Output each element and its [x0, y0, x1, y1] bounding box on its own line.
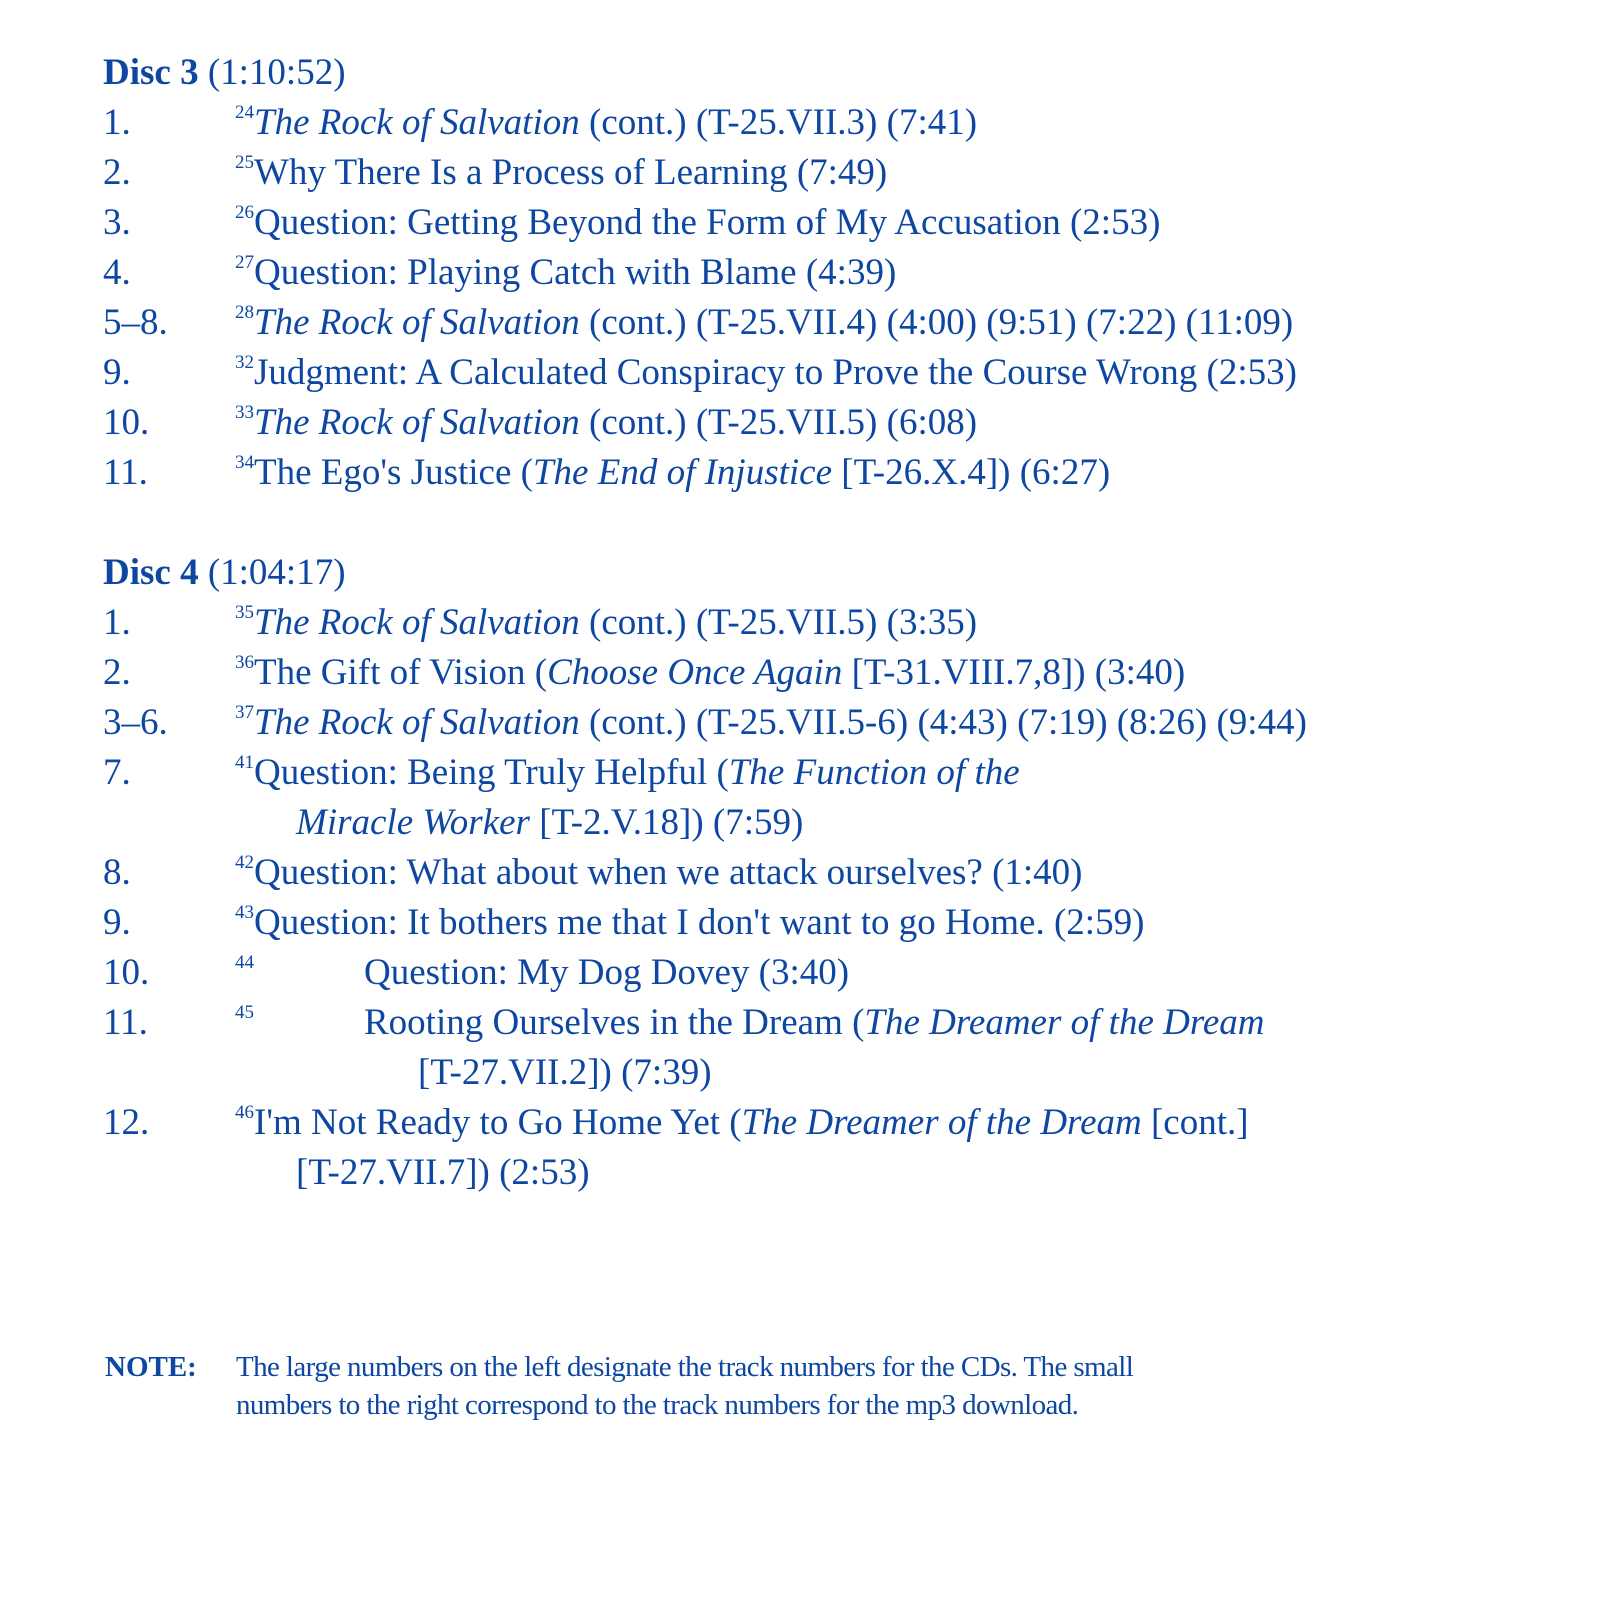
track-title-segment: (cont.) (T-25.VII.3) (7:41) — [579, 102, 978, 143]
track-title-segment: Question: Playing Catch with Blame (4:39) — [254, 252, 897, 293]
cd-track-number: 4. — [103, 252, 131, 293]
track-title-segment: The End of Injustice — [532, 452, 833, 493]
track-title-segment: Question: It bothers me that I don't want to go Home. (2:59) — [254, 902, 1145, 943]
track-row — [103, 898, 1593, 948]
note-line-1: The large numbers on the left designate the track numbers for the CDs. The small — [236, 1351, 1134, 1383]
cd-track-number: 7. — [103, 752, 131, 793]
track-title-segment: Why There Is a Process of Learning (7:49) — [254, 152, 888, 193]
track-title — [235, 848, 1083, 898]
track-title-segment: The Gift of Vision ( — [254, 652, 548, 693]
track-row — [103, 398, 1593, 448]
track-title — [235, 148, 887, 198]
track-title — [235, 298, 1293, 348]
track-title — [235, 698, 1307, 748]
cd-track-number: 2. — [103, 152, 131, 193]
track-title-continuation — [296, 798, 803, 848]
mp3-track-number: 36 — [235, 652, 254, 673]
mp3-track-number: 32 — [235, 352, 254, 373]
track-title — [235, 98, 977, 148]
cd-track-number: 5–8. — [103, 302, 168, 343]
track-title — [235, 398, 977, 448]
track-title-segment: [T-27.VII.7]) (2:53) — [296, 1152, 590, 1193]
track-row — [103, 198, 1593, 248]
track-title — [235, 748, 1020, 798]
track-title-segment: I'm Not Ready to Go Home Yet ( — [254, 1102, 742, 1143]
track-title — [235, 248, 896, 298]
cd-track-number: 1. — [103, 602, 131, 643]
track-title-segment: Question: Getting Beyond the Form of My Accusation (2:53) — [254, 202, 1161, 243]
mp3-track-number: 33 — [235, 402, 254, 423]
track-row — [103, 848, 1593, 898]
track-row — [103, 698, 1593, 748]
track-title-segment: [cont.] — [1141, 1102, 1249, 1143]
mp3-track-number: 43 — [235, 902, 254, 923]
mp3-track-number: 27 — [235, 252, 254, 273]
mp3-track-number: 34 — [235, 452, 254, 473]
track-title-segment: The Rock of Salvation — [254, 402, 580, 443]
track-title-segment: [T-2.V.18]) (7:59) — [529, 802, 804, 843]
cd-track-number: 8. — [103, 852, 131, 893]
track-title — [235, 448, 1110, 498]
track-title — [235, 1098, 1249, 1148]
track-title-segment: (cont.) (T-25.VII.5-6) (4:43) (7:19) (8:26) (9:44) — [579, 702, 1307, 743]
track-title-segment: [T-31.VIII.7,8]) (3:40) — [842, 652, 1186, 693]
track-title — [235, 348, 1297, 398]
track-title-segment: Rooting Ourselves in the Dream ( — [364, 1002, 865, 1043]
cd-track-number: 2. — [103, 652, 131, 693]
track-title — [235, 948, 849, 998]
cd-track-number: 9. — [103, 902, 131, 943]
track-title-segment: Question: My Dog Dovey (3:40) — [364, 952, 850, 993]
track-row — [103, 1098, 1593, 1148]
mp3-track-number: 26 — [235, 202, 254, 223]
track-title-segment: The Rock of Salvation — [254, 702, 580, 743]
cd-track-number: 11. — [103, 452, 148, 493]
cd-track-number: 11. — [103, 1002, 148, 1043]
mp3-track-number: 45 — [235, 1002, 254, 1023]
disc3-header — [103, 48, 346, 98]
mp3-track-number: 42 — [235, 852, 254, 873]
track-row — [103, 598, 1593, 648]
track-title-segment: The Rock of Salvation — [254, 602, 580, 643]
cd-track-number: 10. — [103, 402, 150, 443]
mp3-track-number: 46 — [235, 1102, 254, 1123]
track-title-segment: (cont.) (T-25.VII.5) (3:35) — [579, 602, 978, 643]
track-row — [103, 148, 1593, 198]
mp3-track-number: 41 — [235, 752, 254, 773]
track-title — [235, 648, 1185, 698]
track-row — [103, 348, 1593, 398]
cd-track-number: 3–6. — [103, 702, 168, 743]
cd-track-number: 10. — [103, 952, 150, 993]
disc4-header — [103, 548, 346, 598]
track-title-segment: [T-27.VII.2]) (7:39) — [418, 1052, 712, 1093]
track-row — [103, 748, 1593, 798]
track-row — [103, 648, 1593, 698]
cd-track-number: 9. — [103, 352, 131, 393]
track-row — [103, 998, 1593, 1048]
track-title — [235, 598, 977, 648]
track-title-segment: (cont.) (T-25.VII.5) (6:08) — [579, 402, 978, 443]
track-row — [103, 248, 1593, 298]
disc3-duration: (1:10:52) — [207, 52, 346, 93]
note-label: NOTE: — [105, 1351, 197, 1383]
track-title — [235, 198, 1160, 248]
mp3-track-number: 35 — [235, 602, 254, 623]
track-row — [103, 98, 1593, 148]
track-title-segment: The Dreamer of the Dream — [741, 1102, 1142, 1143]
track-row — [103, 298, 1593, 348]
track-title-segment: (cont.) (T-25.VII.4) (4:00) (9:51) (7:22) (11:09) — [579, 302, 1294, 343]
track-title-segment: Judgment: A Calculated Conspiracy to Prove the Course Wrong (2:53) — [254, 352, 1297, 393]
track-title-segment: The Rock of Salvation — [254, 302, 580, 343]
track-row — [103, 948, 1593, 998]
track-title-segment: The Ego's Justice ( — [254, 452, 533, 493]
disc4-title: Disc 4 — [103, 552, 199, 593]
track-row — [103, 448, 1593, 498]
track-title-segment: Question: Being Truly Helpful ( — [254, 752, 729, 793]
cd-track-number: 12. — [103, 1102, 150, 1143]
mp3-track-number: 25 — [235, 152, 254, 173]
track-title-segment: [T-26.X.4]) (6:27) — [832, 452, 1111, 493]
mp3-track-number: 44 — [235, 952, 254, 973]
cd-track-number: 3. — [103, 202, 131, 243]
mp3-track-number: 37 — [235, 702, 254, 723]
disc4-duration: (1:04:17) — [207, 552, 346, 593]
track-title-continuation — [296, 1148, 590, 1198]
track-title — [235, 898, 1144, 948]
cd-track-number: 1. — [103, 102, 131, 143]
track-title-segment: Choose Once Again — [547, 652, 843, 693]
track-title-continuation — [418, 1048, 712, 1098]
track-title-segment: The Function of the — [728, 752, 1020, 793]
track-title-segment: The Rock of Salvation — [254, 102, 580, 143]
track-title-segment: Miracle Worker — [296, 802, 530, 843]
disc3-title: Disc 3 — [103, 52, 199, 93]
mp3-track-number: 24 — [235, 102, 254, 123]
note-line-2: numbers to the right correspond to the track numbers for the mp3 download. — [236, 1389, 1079, 1421]
track-title-segment: Question: What about when we attack ourselves? (1:40) — [254, 852, 1083, 893]
track-title-segment: The Dreamer of the Dream — [864, 1002, 1265, 1043]
mp3-track-number: 28 — [235, 302, 254, 323]
track-title — [235, 998, 1265, 1048]
